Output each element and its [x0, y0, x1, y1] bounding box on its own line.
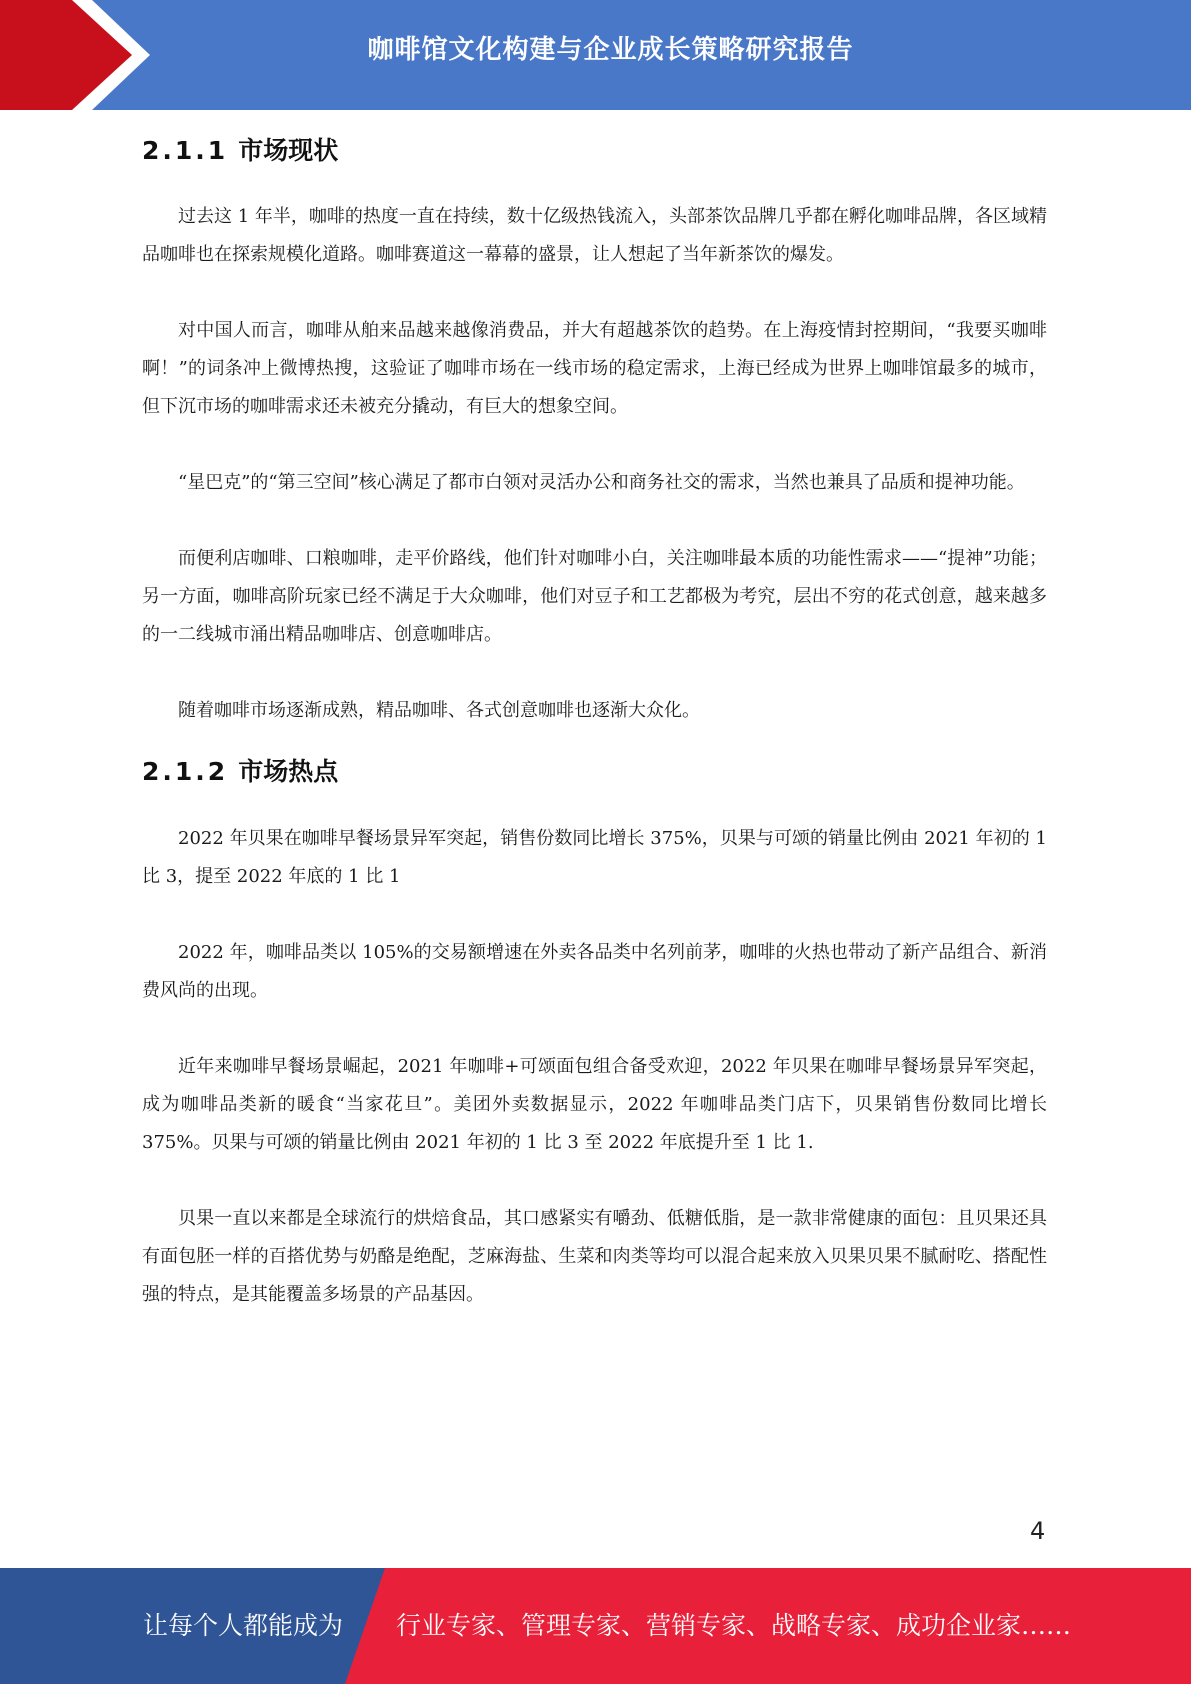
page-footer [0, 1568, 1191, 1684]
paragraph: 近年来咖啡早餐场景崛起，2021 年咖啡+可颂面包组合备受欢迎，2022 年贝果在咖啡早餐场景异军突起，成为咖啡品类新的暖食“当家花旦”。美团外卖数据显示，2022 年咖啡品类门店下，贝果销售份数同比增长 375%。贝果与可颂的销量比例由 2021 年初的 1 比 3 至 2022 年底提升至 1 比 1. [142, 1056, 1047, 1153]
footer-slogan-left: 让每个人都能成为 [143, 1611, 344, 1640]
section-heading-2-1-2 [142, 754, 1047, 790]
page-header [0, 0, 1191, 110]
paragraph: “星巴克”的“第三空间”核心满足了都市白领对灵活办公和商务社交的需求，当然也兼具了品质和提神功能。 [178, 472, 1025, 493]
section-number: 2.1.2 [142, 757, 229, 786]
section-heading-2-1-1 [142, 133, 1047, 169]
paragraph: 随着咖啡市场逐渐成熟，精品咖啡、各式创意咖啡也逐渐大众化。 [178, 700, 700, 721]
paragraph: 而便利店咖啡、口粮咖啡，走平价路线，他们针对咖啡小白，关注咖啡最本质的功能性需求——“提神”功能；另一方面，咖啡高阶玩家已经不满足于大众咖啡，他们对豆子和工艺都极为考究，层出不穷的花式创意，越来越多的一二线城市涌出精品咖啡店、创意咖啡店。 [142, 548, 1047, 645]
paragraph: 贝果一直以来都是全球流行的烘焙食品，其口感紧实有嚼劲、低糖低脂，是一款非常健康的面包：且贝果还具有面包胚一样的百搭优势与奶酪是绝配，芝麻海盐、生菜和肉类等均可以混合起来放入贝果贝果不腻耐吃、搭配性强的特点，是其能覆盖多场景的产品基因。 [142, 1208, 1047, 1305]
section-number: 2.1.1 [142, 136, 229, 165]
section-title: 市场热点 [238, 757, 339, 786]
footer-slogan-right: 行业专家、管理专家、营销专家、战略专家、成功企业家…… [396, 1611, 1072, 1640]
paragraph: 2022 年，咖啡品类以 105%的交易额增速在外卖各品类中名列前茅，咖啡的火热也带动了新产品组合、新消费风尚的出现。 [142, 942, 1047, 1001]
paragraph: 2022 年贝果在咖啡早餐场景异军突起，销售份数同比增长 375%，贝果与可颂的销量比例由 2021 年初的 1 比 3，提至 2022 年底的 1 比 1 [142, 828, 1047, 887]
paragraph: 过去这 1 年半，咖啡的热度一直在持续，数十亿级热钱流入，头部茶饮品牌几乎都在孵化咖啡品牌，各区域精品咖啡也在探索规模化道路。咖啡赛道这一幕幕的盛景，让人想起了当年新茶饮的爆发。 [142, 206, 1047, 265]
section-title: 市场现状 [238, 136, 339, 165]
document-body [142, 110, 1047, 1314]
header-title: 咖啡馆文化构建与企业成长策略研究报告 [367, 35, 854, 65]
paragraph: 对中国人而言，咖啡从舶来品越来越像消费品，并大有超越茶饮的趋势。在上海疫情封控期间，“我要买咖啡啊！”的词条冲上微博热搜，这验证了咖啡市场在一线市场的稳定需求，上海已经成为世界上咖啡馆最多的城市，但下沉市场的咖啡需求还未被充分撬动，有巨大的想象空间。 [142, 320, 1047, 417]
page-number: 4 [1030, 1517, 1046, 1545]
